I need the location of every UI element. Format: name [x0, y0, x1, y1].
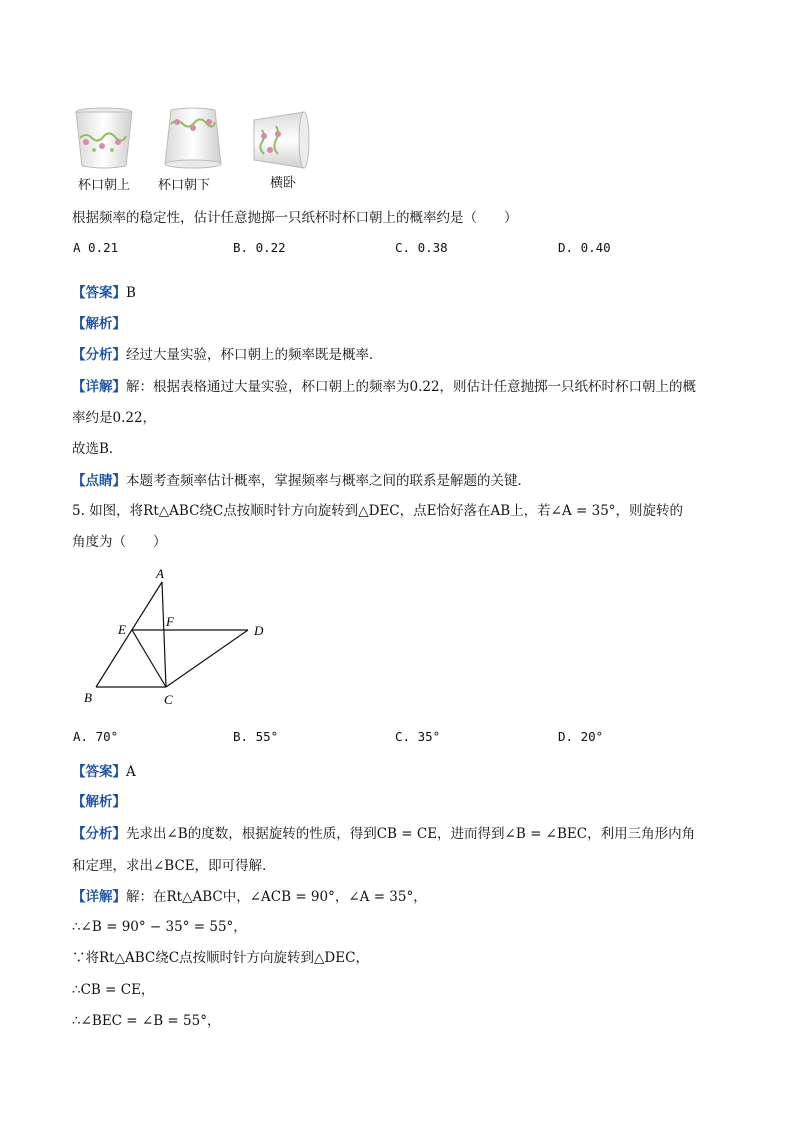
q5-stem-line1	[72, 499, 683, 519]
q5-stem-line2: 角度为（ ）	[72, 534, 167, 550]
q4-option-b: B. 0.22	[233, 240, 286, 255]
detail-text: 解：在Rt△ABC中，∠ACB = 90°，∠A = 35°，	[126, 889, 427, 905]
segment-ec	[132, 630, 166, 687]
cup-up-image	[72, 106, 136, 170]
detail-tag: 【详解】	[72, 889, 126, 905]
q4-analysis-tag: 【解析】	[72, 316, 126, 332]
label-e: E	[118, 622, 126, 637]
cup-down-image	[161, 106, 225, 170]
label-c: C	[164, 692, 173, 707]
q4-option-d: D. 0.40	[558, 240, 611, 255]
fenxi-text: 经过大量实验，杯口朝上的频率既是概率．	[126, 347, 383, 363]
q5-detail-line5: ∴∠BEC = ∠B = 55°，	[72, 1013, 221, 1029]
answer-tag: 【答案】	[72, 285, 126, 301]
geometry-figure	[80, 560, 280, 710]
q5-detail-line2: ∴∠B = 90° − 35° = 55°，	[72, 919, 247, 935]
q5-answer	[72, 760, 136, 780]
cup-up-caption: 杯口朝上	[78, 178, 131, 193]
cup-side-caption: 横卧	[270, 176, 297, 191]
segment-ac	[162, 582, 166, 687]
q5-analysis-tag: 【解析】	[72, 794, 126, 810]
q5-option-a: A. 70°	[73, 729, 119, 744]
fenxi-text: 先求出∠B的度数，根据旋转的性质，得到CB = CE，进而得到∠B = ∠BEC，利用三角形内角	[126, 826, 696, 842]
answer-value: B	[126, 285, 136, 301]
detail-tag: 【详解】	[72, 379, 126, 395]
q5-option-d: D. 20°	[558, 729, 604, 744]
q5-fenxi-line1	[72, 822, 695, 842]
q4-answer	[72, 281, 136, 301]
fenxi-tag: 【分析】	[72, 347, 126, 363]
label-d: D	[254, 623, 264, 638]
cup-down-caption: 杯口朝下	[158, 178, 211, 193]
q4-option-a: A 0.21	[73, 240, 119, 255]
q5-option-b: B. 55°	[233, 729, 279, 744]
cup-side-image	[250, 110, 312, 170]
segment-dc	[166, 630, 248, 687]
detail-text: 解：根据表格通过大量实验，杯口朝上的频率为0.22，则估计任意抛掷一只纸杯时杯口朝上的概	[126, 379, 697, 395]
label-f: F	[166, 614, 174, 629]
q4-option-c: C. 0.38	[395, 240, 448, 255]
dianjing-text: 本题考查频率估计概率，掌握频率与概率之间的联系是解题的关键．	[126, 473, 531, 489]
q4-fenxi	[72, 343, 383, 363]
answer-tag: 【答案】	[72, 764, 126, 780]
question-number: 5.	[72, 503, 85, 519]
segment-ab	[96, 582, 162, 687]
q4-detail-line3: 故选B．	[72, 441, 123, 457]
q5-option-c: C. 35°	[395, 729, 441, 744]
fenxi-tag: 【分析】	[72, 826, 126, 842]
q5-fenxi-line2: 和定理，求出∠BCE，即可得解．	[72, 858, 276, 874]
q5-detail-line1	[72, 885, 427, 905]
q4-detail-line1	[72, 375, 696, 395]
label-b: B	[84, 690, 92, 705]
answer-value: A	[126, 764, 136, 780]
q4-dianjing	[72, 469, 531, 489]
q5-detail-line3: ∵将Rt△ABC绕C点按顺时针方向旋转到△DEC，	[72, 950, 369, 966]
q4-stem: 根据频率的稳定性，估计任意抛掷一只纸杯时杯口朝上的概率约是（ ）	[72, 210, 518, 226]
label-a: A	[156, 566, 164, 581]
question-text: 如图，将Rt△ABC绕C点按顺时针方向旋转到△DEC，点E恰好落在AB上，若∠A = 35°，则旋转的	[89, 503, 684, 519]
dianjing-tag: 【点睛】	[72, 473, 126, 489]
q5-detail-line4: ∴CB = CE，	[72, 982, 155, 998]
q4-detail-line2: 率约是0.22，	[72, 410, 157, 426]
